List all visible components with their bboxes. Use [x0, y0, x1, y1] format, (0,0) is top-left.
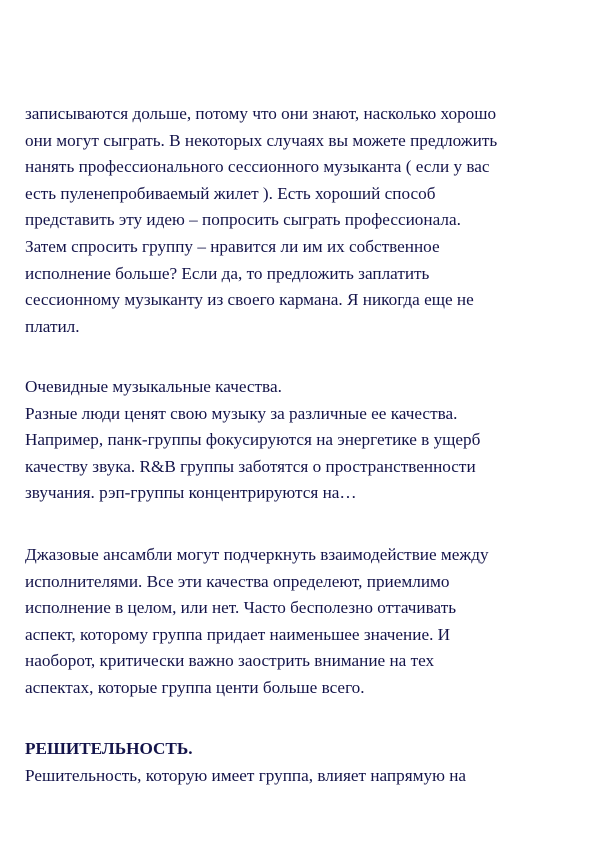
text-line: звучания. рэп-группы концентрируются на… [25, 483, 357, 503]
text-line: представить эту идею – попросить сыграть профессионала. [25, 210, 461, 230]
text-line: Очевидные музыкальные качества. [25, 377, 282, 396]
text-line: сессионному музыканту из своего кармана. Я никогда еще не [25, 290, 474, 310]
text-line: записываются дольше, потому что они знают, насколько хорошо [25, 104, 497, 123]
text-line: Затем спросить группу – нравится ли им их собственное [25, 236, 440, 256]
text-line: есть пуленепробиваемый жилет ). Есть хороший способ [25, 183, 436, 203]
text-line: наоборот, критически важно заострить внимание на тех [25, 651, 435, 671]
text-line: исполнение больше? Если да, то предложить заплатить [25, 263, 430, 283]
text-line: Разные люди ценят свою музыку за различные ее качества. [25, 403, 458, 423]
text-line: Например, панк-группы фокусируются на энергетике в ущерб [25, 430, 481, 450]
text-line: Джазовые ансамбли могут подчеркнуть взаимодействие между [25, 545, 489, 564]
text-line: Решительность, которую имеет группа, влияет напрямую на [25, 765, 467, 785]
paragraph-session-musician [25, 101, 585, 340]
text-line: аспектах, которые группа центи больше всего. [25, 677, 365, 697]
text-line: они могут сыграть. В некоторых случаях вы можете предложить [25, 130, 498, 150]
text-line: платил. [25, 316, 80, 336]
paragraph-jazz-ensembles [25, 542, 585, 702]
text-line: аспект, которому группа придает наименьшее значение. И [25, 624, 451, 644]
text-line: нанять профессионального сессионного музыканта ( если у вас [25, 157, 490, 177]
paragraph-musical-qualities [25, 374, 585, 507]
section-decisiveness [25, 736, 585, 789]
text-line: качеству звука. R&B группы заботятся о пространственности [25, 456, 476, 476]
text-line: исполнителями. Все эти качества определеют, приемлимо [25, 571, 450, 591]
section-heading: РЕШИТЕЛЬНОСТЬ. [25, 739, 193, 758]
text-line: исполнение в целом, или нет. Часто бесполезно оттачивать [25, 598, 457, 618]
